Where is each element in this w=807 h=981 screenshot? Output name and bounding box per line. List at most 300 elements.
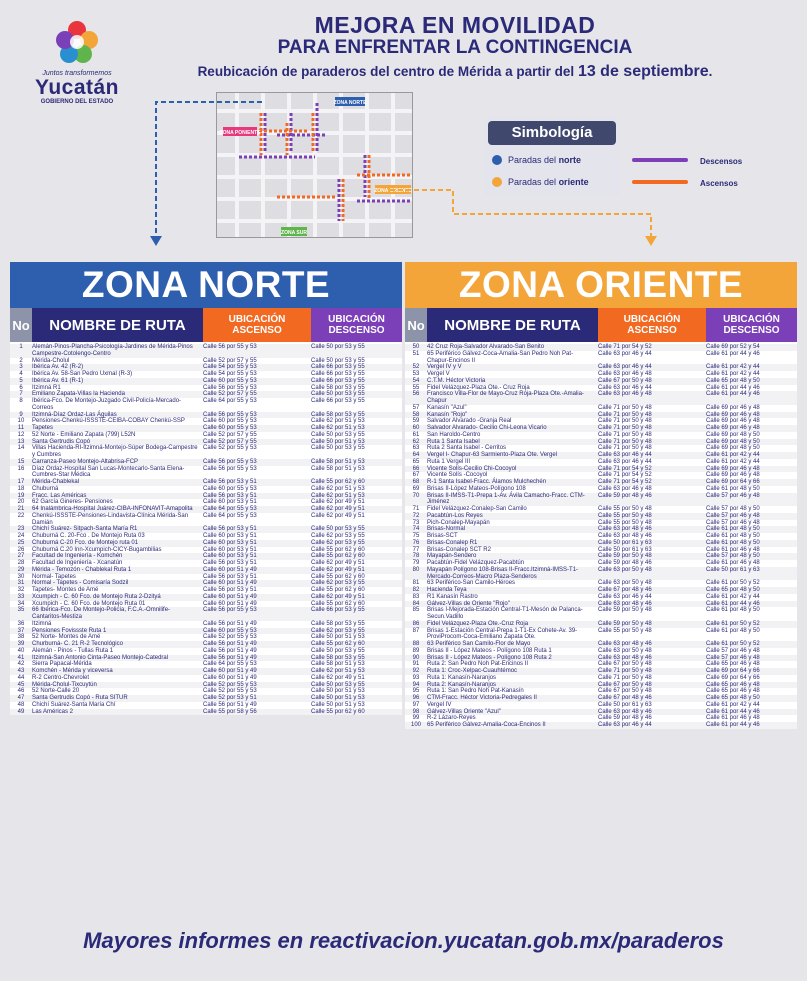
route-name: R-1 Santa Isabel-Fracc. Álamos Mulchechén xyxy=(427,479,547,485)
route-name: Kanasín "Rojo" xyxy=(427,411,468,418)
ascenso-location: Calle 60 por 51 y 49 xyxy=(203,593,257,600)
route-name: Xcumpich - C. 60 Fco. de Montejo Ruta 01 xyxy=(32,600,146,607)
table-row xyxy=(405,466,797,473)
ascenso-location: Calle 50 por 61 y 63 xyxy=(598,546,652,553)
descenso-location: Calle 57 por 46 y 48 xyxy=(706,647,760,654)
ascenso-location: Calle 60 por 53 y 51 xyxy=(203,539,257,546)
descenso-location: Calle 61 por 50 y 52 xyxy=(706,620,760,627)
ascenso-location: Calle 71 por 54 y 52 xyxy=(598,479,652,485)
route-number: 88 xyxy=(412,641,420,647)
descenso-location: Calle 62 por 53 y 55 xyxy=(311,533,365,539)
route-number: 67 xyxy=(412,472,420,479)
ascenso-location: Calle 63 por 50 y 48 xyxy=(598,580,652,587)
route-number: 20 xyxy=(17,499,25,506)
route-name: Normal - Tapetes - Comisaría Sodzil xyxy=(32,580,129,587)
table-row xyxy=(10,668,402,675)
route-number: 80 xyxy=(412,566,420,573)
table-row xyxy=(10,702,402,709)
route-number: 44 xyxy=(17,674,25,681)
table-row xyxy=(405,351,797,365)
route-name: Fidel Velázquez-Conalep-San Camilo xyxy=(427,506,527,512)
route-name: Chenkú-ISSSTE-Pensiones-Lindavista-Clínica Mérida-San Damián xyxy=(32,512,189,526)
descenso-location: Calle 62 por 51 y 53 xyxy=(311,425,365,431)
ascensos-line-icon xyxy=(632,180,688,184)
descenso-location: Calle 69 por 52 y 54 xyxy=(706,344,760,350)
ascenso-location: Calle 63 por 50 y 48 xyxy=(598,647,652,654)
table-row xyxy=(405,418,797,425)
route-name: Itzimná xyxy=(32,620,52,627)
route-name: R1 Kanasín Rastro xyxy=(427,593,478,600)
table-row xyxy=(10,675,402,682)
table-row xyxy=(10,418,402,425)
table-row xyxy=(405,594,797,601)
route-name: 42 Cruz Roja-Salvador Alvarado-San Benito xyxy=(427,344,545,350)
route-number: 60 xyxy=(412,425,420,431)
logo-name: Yucatán xyxy=(34,76,120,99)
descenso-location: Calle 50 por 53 y 55 xyxy=(311,681,365,688)
ascenso-location: Calle 71 por 50 y 48 xyxy=(598,411,652,418)
ascenso-location: Calle 63 por 46 y 44 xyxy=(598,722,652,728)
table-row xyxy=(10,499,402,506)
descenso-location: Calle 50 por 53 y 55 xyxy=(311,344,365,350)
route-number: 13 xyxy=(17,438,25,445)
table-row xyxy=(10,412,402,419)
route-name: Santa Gertrudis Copó xyxy=(32,438,91,445)
ascenso-location: Calle 56 por 53 y 51 xyxy=(203,587,257,593)
ascenso-location: Calle 67 por 50 y 48 xyxy=(598,377,652,384)
page-subtitle xyxy=(150,63,760,81)
route-name: Itzimná-Díaz Ordaz-Las Águilas xyxy=(32,411,117,418)
ascenso-location: Calle 67 por 50 y 48 xyxy=(598,681,652,688)
zone-norte-header xyxy=(10,308,402,342)
route-name: Ibérica Av. 58-San Pedro Uxmal (R-3) xyxy=(32,371,133,377)
descenso-location: Calle 65 por 48 y 50 xyxy=(706,587,760,593)
route-number: 90 xyxy=(412,654,420,661)
logo-gov: GOBIERNO DEL ESTADO xyxy=(40,99,114,105)
route-name: Pacabtún-Los Reyes xyxy=(427,512,483,519)
descenso-location: Calle 61 por 44 y 46 xyxy=(706,350,760,357)
table-row xyxy=(10,391,402,398)
descenso-location: Calle 57 por 46 y 48 xyxy=(706,519,760,526)
route-number: 70 xyxy=(412,492,420,499)
route-number: 19 xyxy=(17,492,25,499)
route-name: 52 Norte-Calle 20 xyxy=(32,688,80,695)
route-name: Tapetes xyxy=(32,425,54,431)
route-number: 79 xyxy=(412,560,420,566)
route-number: 92 xyxy=(412,668,420,674)
table-row xyxy=(10,466,402,480)
route-name: Salvador Alvarado -Granja Real xyxy=(427,418,512,425)
route-number: 4 xyxy=(19,371,23,377)
subtitle-text: Reubicación de paraderos del centro de Mérida a partir del xyxy=(197,64,578,79)
ascenso-location: Calle 55 por 50 y 48 xyxy=(598,506,652,512)
ascenso-location: Calle 52 por 57 y 55 xyxy=(203,357,257,364)
table-row xyxy=(405,560,797,567)
ascenso-location: Calle 63 por 46 y 48 xyxy=(598,371,652,377)
route-number: 5 xyxy=(19,377,23,384)
descenso-location: Calle 62 por 49 y 51 xyxy=(311,512,365,519)
route-name: Brisas 1-Estación Central-Prepa 1-T1-Ex Cohete-Av. 39-ProviProcom-Coca-Emiliano Zapata Ote. xyxy=(427,627,578,641)
descenso-location: Calle 57 por 46 y 48 xyxy=(706,512,760,519)
route-name: Ruta 2 Santa Isabel - Cerritos xyxy=(427,445,507,452)
route-name: Salvador Alvarado- Cecilio Chi-Leona Vicario xyxy=(427,425,547,431)
ascenso-location: Calle 56 por 53 y 51 xyxy=(203,526,257,533)
descenso-location: Calle 61 por 42 y 44 xyxy=(706,701,760,708)
ascenso-location: Calle 56 por 55 y 53 xyxy=(203,607,257,614)
ascenso-location: Calle 52 por 55 y 53 xyxy=(203,445,257,452)
ascenso-location: Calle 52 por 55 y 53 xyxy=(203,688,257,695)
col-descenso: UBICACIÓN DESCENSO xyxy=(706,308,797,342)
route-number: 59 xyxy=(412,418,420,425)
route-name: Alemán - Pinos - Tullas Ruta 1 xyxy=(32,647,114,654)
legend-north-bold: norte xyxy=(558,155,582,165)
ascenso-location: Calle 56 por 53 y 51 xyxy=(203,492,257,499)
ascenso-location: Calle 63 por 48 y 46 xyxy=(598,600,652,607)
descenso-location: Calle 55 por 62 y 60 xyxy=(311,641,365,647)
table-row xyxy=(10,594,402,601)
route-number: 25 xyxy=(17,539,25,546)
descenso-location: Calle 50 por 51 y 53 xyxy=(311,688,365,695)
table-row xyxy=(405,459,797,466)
ascenso-location: Calle 63 por 46 y 44 xyxy=(598,593,652,600)
descenso-location: Calle 61 por 44 y 46 xyxy=(706,722,760,728)
route-number: 75 xyxy=(412,533,420,539)
ascenso-location: Calle 71 por 50 y 48 xyxy=(598,418,652,425)
ascenso-location: Calle 52 por 53 y 51 xyxy=(203,695,257,701)
descenso-location: Calle 58 por 51 y 53 xyxy=(311,465,365,472)
downtown-map xyxy=(216,92,413,238)
table-row xyxy=(10,628,402,635)
descenso-location: Calle 55 por 62 y 60 xyxy=(311,479,365,485)
descenso-location: Calle 62 por 49 y 51 xyxy=(311,506,365,512)
route-number: 15 xyxy=(17,458,25,465)
table-row xyxy=(10,567,402,574)
table-row xyxy=(10,513,402,527)
route-number: 74 xyxy=(412,526,420,533)
table-row xyxy=(10,580,402,587)
table-row xyxy=(405,472,797,479)
col-ruta: NOMBRE DE RUTA xyxy=(32,308,203,342)
north-dot-icon xyxy=(492,155,502,165)
route-number: 78 xyxy=(412,553,420,560)
arrow-down-east-icon xyxy=(645,236,657,246)
route-name: Gálvez-Villas Oriente "Azul" xyxy=(427,708,501,715)
map-graphic xyxy=(217,93,413,238)
table-row xyxy=(405,533,797,540)
descenso-location: Calle 61 por 42 y 44 xyxy=(706,458,760,465)
ascenso-location: Calle 63 por 46 y 44 xyxy=(598,364,652,371)
route-number: 3 xyxy=(19,364,23,371)
descenso-location: Calle 55 por 62 y 60 xyxy=(311,546,365,553)
ascenso-location: Calle 56 por 51 y 49 xyxy=(203,641,257,647)
legend-title: Simbología xyxy=(488,121,616,145)
route-name: 52 Norte - Emiliano Zapata (799) L52N xyxy=(32,431,136,438)
ascenso-location: Calle 71 por 50 y 48 xyxy=(598,431,652,438)
table-row xyxy=(10,547,402,554)
ascenso-location: Calle 59 por 48 y 46 xyxy=(598,492,652,499)
route-number: 53 xyxy=(412,371,420,377)
route-number: 18 xyxy=(17,485,25,492)
route-number: 83 xyxy=(412,593,420,600)
route-name: Brisas II - López Mateos - Polígono 108 Ruta 2 xyxy=(427,654,552,661)
table-row xyxy=(405,628,797,642)
ascenso-location: Calle 59 por 50 y 48 xyxy=(598,607,652,614)
ascenso-location: Calle 56 por 55 y 53 xyxy=(203,411,257,418)
ascenso-location: Calle 60 por 53 y 51 xyxy=(203,533,257,539)
table-row xyxy=(10,506,402,513)
table-row xyxy=(405,425,797,432)
descenso-location: Calle 58 por 53 y 55 xyxy=(311,620,365,627)
table-row xyxy=(405,547,797,554)
route-number: 29 xyxy=(17,566,25,573)
route-name: Kanasín "Azul" xyxy=(427,404,467,411)
descenso-location: Calle 50 por 53 y 55 xyxy=(311,445,365,452)
descenso-location: Calle 69 por 46 y 48 xyxy=(706,472,760,479)
route-name: 63 Periférico San Camilo-Flor de Mayo xyxy=(427,641,531,647)
ascenso-location: Calle 63 por 48 y 46 xyxy=(598,708,652,715)
route-number: 57 xyxy=(412,404,420,411)
ascenso-location: Calle 63 por 46 y 44 xyxy=(598,350,652,357)
route-number: 50 xyxy=(412,344,420,350)
route-number: 39 xyxy=(17,641,25,647)
route-number: 36 xyxy=(17,620,25,627)
route-name: Brisas-SCT xyxy=(427,533,458,539)
route-number: 30 xyxy=(17,573,25,580)
descenso-location: Calle 66 por 53 y 55 xyxy=(311,607,365,614)
zone-oriente-header xyxy=(405,308,797,342)
table-row xyxy=(405,513,797,520)
table-row xyxy=(10,364,402,371)
descenso-location: Calle 50 por 53 y 55 xyxy=(311,647,365,654)
route-name: Chuburná C. 20-Fco . De Montejo Ruta 03 xyxy=(32,533,145,539)
route-number: 16 xyxy=(17,465,25,472)
route-number: 86 xyxy=(412,620,420,627)
ascenso-location: Calle 63 por 48 y 46 xyxy=(598,654,652,661)
descenso-location: Calle 61 por 46 y 48 xyxy=(706,715,760,722)
descenso-location: Calle 69 por 48 y 50 xyxy=(706,431,760,438)
col-descenso: UBICACIÓN DESCENSO xyxy=(311,308,402,342)
table-row xyxy=(10,493,402,500)
route-name: C.T.M. Héctor Victoria xyxy=(427,377,486,384)
descenso-location: Calle 66 por 53 y 55 xyxy=(311,371,365,377)
route-name: Vicente Solís-Cecilio Chi-Cocoyol xyxy=(427,465,517,472)
zone-norte-title: ZONA NORTE xyxy=(10,262,402,308)
descenso-location: Calle 61 por 42 y 44 xyxy=(706,364,760,371)
route-number: 28 xyxy=(17,560,25,566)
route-name: Pich-Conalep-Mayapán xyxy=(427,519,490,526)
ascenso-location: Calle 71 por 50 y 48 xyxy=(598,668,652,674)
table-row xyxy=(10,344,402,358)
descenso-location: Calle 50 por 53 y 55 xyxy=(311,431,365,438)
descenso-location: Calle 69 por 46 y 48 xyxy=(706,465,760,472)
descenso-location: Calle 62 por 53 y 55 xyxy=(311,580,365,587)
table-row xyxy=(10,533,402,540)
zone-oriente-rows xyxy=(405,342,797,729)
footer-info: Mayores informes en reactivacion.yucatan.gob.mx/paraderos xyxy=(83,928,724,953)
zone-oriente-table xyxy=(405,262,797,729)
route-number: 62 xyxy=(412,438,420,445)
descenso-location: Calle 62 por 49 y 51 xyxy=(311,560,365,566)
route-name: Pensiones Fovissste Ruta 1 xyxy=(32,627,107,634)
table-row xyxy=(10,425,402,432)
route-name: Vergel V xyxy=(427,371,450,377)
route-name: 65 Periférico Gálvez-Coca-Amalia-San Pedro Noh Pat-Chapur-Encinos II xyxy=(427,350,574,364)
ascenso-location: Calle 63 por 46 y 44 xyxy=(598,452,652,458)
descenso-location: Calle 61 por 44 y 46 xyxy=(706,384,760,391)
route-name: Normal- Tapetes xyxy=(32,573,76,580)
descenso-location: Calle 61 por 48 y 50 xyxy=(706,526,760,533)
descenso-location: Calle 61 por 44 y 46 xyxy=(706,391,760,398)
descenso-location: Calle 61 por 42 y 44 xyxy=(706,452,760,458)
table-row xyxy=(405,432,797,439)
ascenso-location: Calle 50 por 61 y 63 xyxy=(598,701,652,708)
ascenso-location: Calle 63 por 46 y 48 xyxy=(598,485,652,492)
table-row xyxy=(10,601,402,608)
descenso-location: Calle 50 por 53 y 55 xyxy=(311,357,365,364)
route-name: Las Américas 2 xyxy=(32,708,74,715)
route-number: 51 xyxy=(412,350,420,357)
table-row xyxy=(10,459,402,466)
table-row xyxy=(405,675,797,682)
route-name: Fidel Velázquez-Plaza Ote.-Cruz Roja xyxy=(427,620,529,627)
ascenso-location: Calle 55 por 58 y 56 xyxy=(203,708,257,715)
descenso-location: Calle 62 por 53 y 55 xyxy=(311,627,365,634)
legend-descensos: Descensos xyxy=(700,157,743,166)
table-row xyxy=(405,587,797,594)
descenso-location: Calle 62 por 51 y 53 xyxy=(311,492,365,499)
descenso-location: Calle 50 por 53 y 55 xyxy=(311,391,365,398)
descenso-location: Calle 62 por 49 y 51 xyxy=(311,674,365,681)
map-label-north: ZONA NORTE xyxy=(333,100,367,106)
route-name: Xcumpich - C. 60 Fco. de Montejo Ruta 2-Dzityá xyxy=(32,593,161,600)
route-number: 31 xyxy=(17,580,25,587)
descenso-location: Calle 62 por 49 y 51 xyxy=(311,593,365,600)
route-number: 1 xyxy=(19,344,23,350)
descenso-location: Calle 57 por 46 y 48 xyxy=(706,654,760,661)
route-name: Mérida-Cholul-Tixcuytún xyxy=(32,681,97,688)
route-number: 2 xyxy=(19,357,23,364)
ascenso-location: Calle 67 por 48 y 46 xyxy=(598,695,652,701)
descenso-location: Calle 66 por 53 y 55 xyxy=(311,398,365,404)
descenso-location: Calle 58 por 51 y 53 xyxy=(311,661,365,668)
route-number: 84 xyxy=(412,600,420,607)
map-label-sur: ZONA SUR xyxy=(281,230,307,236)
legend-east-text: Paradas del xyxy=(508,177,557,187)
route-number: 56 xyxy=(412,391,420,398)
yucatan-logo xyxy=(22,18,132,105)
ascenso-location: Calle 60 por 53 y 51 xyxy=(203,553,257,560)
route-number: 23 xyxy=(17,526,25,533)
legend-east-bold: oriente xyxy=(558,177,589,187)
descenso-location: Calle 61 por 48 y 50 xyxy=(706,539,760,546)
route-number: 40 xyxy=(17,647,25,654)
route-name: Chuburná C.20 Inn-Xcumpich-CICY-Bugambilias xyxy=(32,546,162,553)
descenso-location: Calle 55 por 62 y 60 xyxy=(311,600,365,607)
descenso-location: Calle 66 por 53 y 55 xyxy=(311,377,365,384)
route-name: Ruta 1: San Pedro Noh Pat-Kanasín xyxy=(427,688,524,695)
descenso-location: Calle 69 por 64 y 66 xyxy=(706,674,760,681)
route-number: 6 xyxy=(19,384,23,391)
route-name: Tapetes- Montes de Amé xyxy=(32,587,99,593)
table-row xyxy=(405,553,797,560)
descenso-location: Calle 65 por 46 y 48 xyxy=(706,661,760,668)
route-number: 47 xyxy=(17,695,25,701)
table-row xyxy=(405,439,797,446)
table-row xyxy=(10,358,402,365)
ascenso-location: Calle 60 por 51 y 49 xyxy=(203,674,257,681)
ascenso-location: Calle 55 por 50 y 48 xyxy=(598,627,652,634)
table-row xyxy=(10,378,402,385)
route-number: 42 xyxy=(17,661,25,668)
route-number: 43 xyxy=(17,668,25,674)
route-name: Villas Hacienda-RI-Itzimná-Montejo-Súper Bodega-Campestre y Cumbres xyxy=(32,445,198,458)
route-name: Facultad de Ingeniería - Xcanatún xyxy=(32,560,123,566)
ascenso-location: Calle 60 por 51 y 49 xyxy=(203,566,257,573)
ascenso-location: Calle 60 por 55 y 53 xyxy=(203,627,257,634)
table-row xyxy=(10,688,402,695)
ascenso-location: Calle 64 por 55 y 53 xyxy=(203,661,257,668)
ascenso-location: Calle 63 por 48 y 46 xyxy=(598,641,652,647)
route-name: Alemán-Pinos-Plancha-Psicología-Jardines de Mérida-Pinos Campestre-Cotolengo-Centro xyxy=(32,344,193,357)
descenso-location: Calle 65 por 46 y 48 xyxy=(706,688,760,695)
route-name: Ruta 1: Croc-Xelpac-Cuauhtémoc xyxy=(427,668,518,674)
route-name: Mérida-Cholul xyxy=(32,357,70,364)
route-number: 34 xyxy=(17,600,25,607)
table-row xyxy=(405,493,797,507)
route-number: 38 xyxy=(17,634,25,641)
ascenso-location: Calle 55 por 50 y 48 xyxy=(598,512,652,519)
descenso-location: Calle 61 por 42 y 44 xyxy=(706,593,760,600)
page-title-line2: PARA ENFRENTAR LA CONTINGENCIA xyxy=(277,37,633,58)
route-name: Chichí Suárez-Santa María Chí xyxy=(32,701,116,708)
ascenso-location: Calle 59 por 48 y 46 xyxy=(598,560,652,566)
descenso-location: Calle 69 por 48 y 50 xyxy=(706,438,760,445)
table-row xyxy=(10,385,402,392)
table-row xyxy=(405,567,797,581)
table-row xyxy=(405,385,797,392)
route-number: 69 xyxy=(412,485,420,492)
route-number: 89 xyxy=(412,647,420,654)
table-row xyxy=(405,688,797,695)
descenso-location: Calle 61 por 46 y 48 xyxy=(706,546,760,553)
ascenso-location: Calle 71 por 54 y 52 xyxy=(598,344,652,350)
table-row xyxy=(10,432,402,439)
table-row xyxy=(405,506,797,513)
table-row xyxy=(10,526,402,533)
route-number: 7 xyxy=(19,391,23,398)
descenso-location: Calle 69 por 46 y 48 xyxy=(706,411,760,418)
descenso-location: Calle 58 por 53 y 55 xyxy=(311,411,365,418)
table-row xyxy=(405,655,797,662)
ascenso-location: Calle 56 por 55 y 53 xyxy=(203,344,257,350)
legend-north xyxy=(484,149,620,171)
ascenso-location: Calle 64 por 55 y 53 xyxy=(203,398,257,404)
route-name: Itzimná R1 xyxy=(32,384,61,391)
route-name: Vergel IV y V xyxy=(427,364,462,371)
route-name: 65 Periférico Gálvez-Amalia-Coca-Encinos II xyxy=(427,722,546,728)
table-row xyxy=(10,540,402,547)
route-number: 73 xyxy=(412,519,420,526)
route-name: Brisas II-López Mateos-Polígono 108 xyxy=(427,485,526,492)
table-row xyxy=(10,439,402,446)
table-row xyxy=(405,540,797,547)
route-name: Gálvez-Villas de Oriente "Rojo" xyxy=(427,600,510,607)
descenso-location: Calle 50 por 51 y 53 xyxy=(311,438,365,445)
descenso-location: Calle 57 por 48 y 50 xyxy=(706,506,760,512)
route-name: Fidel Velázquez-Plaza Ote.- Cruz Roja xyxy=(427,384,530,391)
route-name: Brisas II-IMSS-T1-Prepa 1-Av. Ávila Camacho-Fracc. CTM-Jiménez xyxy=(427,492,585,506)
descenso-location: Calle 50 por 51 y 53 xyxy=(311,634,365,641)
